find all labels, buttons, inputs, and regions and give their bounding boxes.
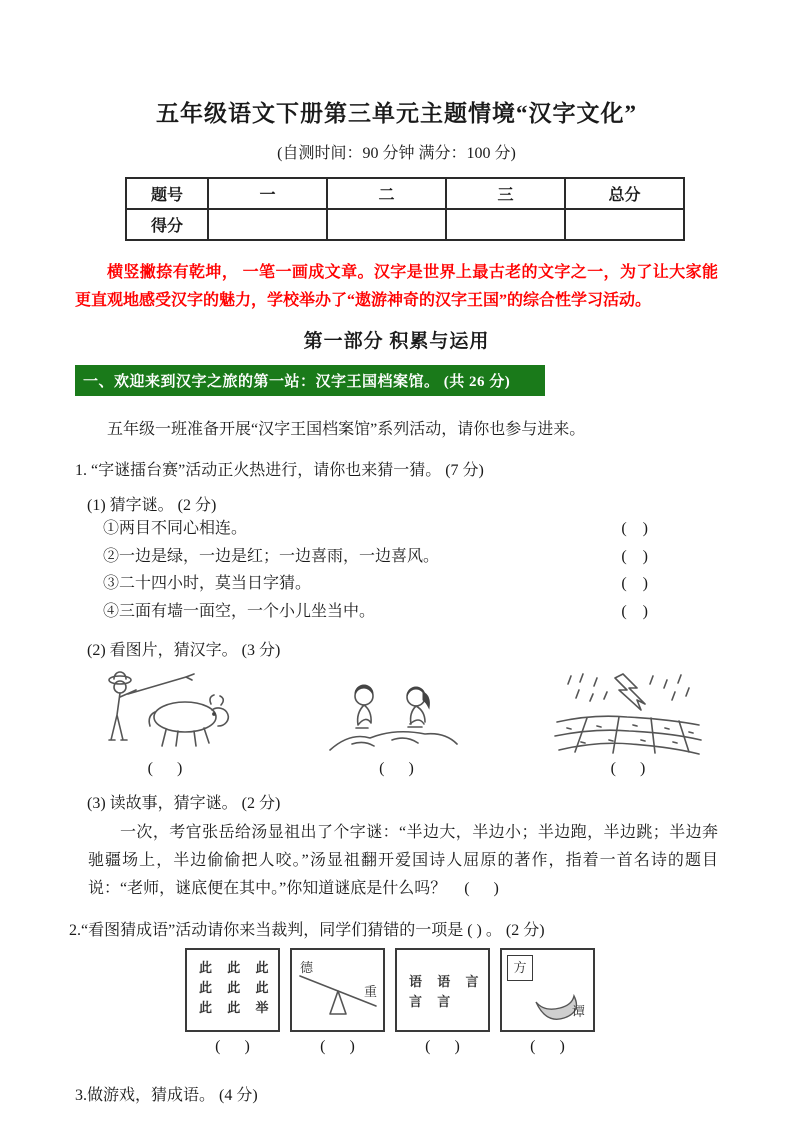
section1-banner: 一、欢迎来到汉字之旅的第一站：汉字王国档案馆。 (共 26 分)	[75, 365, 545, 396]
answer-blank: ( )	[621, 575, 648, 593]
question-2-stem: 2.“看图猜成语”活动请你来当裁判，同学们猜错的一项是 ( ) 。 (2 分)	[69, 922, 545, 940]
riddle-text: ④三面有墙一面空，一个小儿坐当中。	[103, 602, 376, 620]
grid-row: 此 此 此	[199, 980, 275, 996]
score-table-col-total: 总分	[565, 178, 684, 209]
answer-blank: ( )	[621, 520, 648, 538]
seesaw-high-char: 德	[300, 960, 314, 976]
answer-blank: ( )	[530, 1038, 565, 1056]
score-table-row-label: 得分	[126, 209, 208, 240]
picture-farmer-herding-ox	[85, 670, 245, 756]
page-subtitle: (自测时间：90 分钟 满分：100 分)	[277, 145, 516, 162]
riddle-text: ①两目不同心相连。	[103, 520, 248, 538]
q1-story-paragraph	[75, 819, 718, 903]
picture-blanks-row	[75, 760, 718, 778]
idiom-grid-text	[187, 950, 278, 1018]
idiom-grid-text	[397, 950, 488, 1012]
rain-lightning-over-field-illustration	[553, 670, 703, 756]
square-fang-char: 方	[507, 955, 533, 981]
score-table-header-label: 题号	[126, 178, 208, 209]
grid-row: 此 此 举	[199, 1000, 275, 1016]
score-table-col-2: 二	[327, 178, 446, 209]
riddle-text: ②一边是绿，一边是红；一边喜雨，一边喜风。	[103, 547, 440, 565]
answer-blank: ( )	[621, 602, 648, 620]
answer-blank: ( )	[610, 760, 646, 778]
answer-blank: ( )	[464, 880, 499, 898]
idiom-box-tianfangyetan	[500, 948, 595, 1032]
question-3-stem: 3.做游戏，猜成语。 (4 分)	[75, 1087, 258, 1105]
riddle-item-1	[75, 515, 718, 543]
farmer-herding-ox-illustration	[90, 670, 240, 756]
score-cell	[327, 209, 446, 240]
page-title: 五年级语文下册第三单元主题情境“汉字文化”	[156, 101, 637, 126]
picture-riddles-row	[75, 670, 718, 756]
idiom-box-duocihyiju	[185, 948, 280, 1032]
table-row	[126, 178, 684, 209]
score-cell	[208, 209, 327, 240]
q1-part3-label: (3) 读故事，猜字谜。 (2 分)	[87, 795, 281, 813]
question-1-stem: 1. “字谜擂台赛”活动正火热进行，请你也来猜一猜。 (7 分)	[75, 462, 484, 480]
story-text: 一次，考官张岳给汤显祖出了个字谜：“半边大，半边小；半边跑，半边跳；半边奔驰疆场上，半边偷偷把人咬。”汤显祖翻开爱国诗人屈原的著作，指着一首名诗的题目说：“老师，谜底便在其中。”你知道谜底是什么吗？	[88, 824, 718, 898]
idiom-box-seesaw	[290, 948, 385, 1032]
grid-row: 此 此 此	[199, 960, 275, 976]
idiom-box-sanyanliangyu	[395, 948, 490, 1032]
red-intro-text: 横竖撇捺有乾坤， 一笔一画成文章。汉字是世界上最古老的文字之一，为了让大家能更直观地感受汉字的魅力，学校举办了“遨游神奇的汉字王国”的综合性学习活动。	[75, 264, 718, 309]
picture-children-on-rock	[317, 670, 477, 756]
idiom-picture-boxes	[185, 948, 718, 1032]
seesaw-illustration	[292, 950, 383, 1030]
riddle-item-2	[75, 543, 718, 571]
grid-row: 语 语 言	[409, 974, 485, 990]
answer-blank: ( )	[320, 1038, 355, 1056]
q1-part1-label: (1) 猜字谜。 (2 分)	[87, 497, 217, 515]
moon-tan-char: 谭	[571, 1004, 585, 1020]
answer-blank: ( )	[147, 760, 183, 778]
children-sitting-on-rock-illustration	[322, 670, 472, 756]
riddle-item-3	[75, 570, 718, 598]
idiom-blanks-row	[185, 1038, 718, 1056]
answer-blank: ( )	[379, 760, 414, 778]
score-cell	[446, 209, 565, 240]
score-table-col-1: 一	[208, 178, 327, 209]
score-cell	[565, 209, 684, 240]
seesaw-low-char: 重	[364, 984, 378, 1000]
section1-lead: 五年级一班准备开展“汉字王国档案馆”系列活动，请你也参与进来。	[107, 421, 586, 439]
riddle-text: ③二十四小时，莫当日字猜。	[103, 575, 312, 593]
riddle-item-4	[75, 598, 718, 626]
q1-part2-label: (2) 看图片，猜汉字。 (3 分)	[87, 642, 281, 660]
score-table-col-3: 三	[446, 178, 565, 209]
answer-blank: ( )	[215, 1038, 250, 1056]
part1-heading: 第一部分 积累与运用	[303, 331, 490, 353]
table-row	[126, 209, 684, 240]
picture-rain-over-field	[548, 670, 708, 756]
answer-blank: ( )	[425, 1038, 460, 1056]
score-table	[125, 177, 685, 241]
grid-row: 言 言	[409, 994, 457, 1010]
answer-blank: ( )	[621, 547, 648, 565]
